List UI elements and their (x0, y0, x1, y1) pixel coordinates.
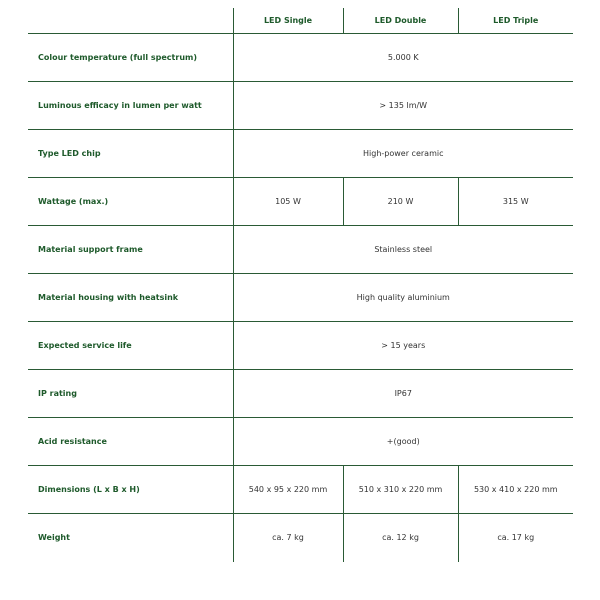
row-label: Material housing with heatsink (28, 274, 233, 322)
spec-value-triple: ca. 17 kg (458, 514, 573, 562)
spec-value: +(good) (233, 418, 573, 466)
spec-value-single: ca. 7 kg (233, 514, 343, 562)
spec-value-double: 510 x 310 x 220 mm (343, 466, 458, 514)
row-label: IP rating (28, 370, 233, 418)
spec-value-single: 540 x 95 x 220 mm (233, 466, 343, 514)
table-row (28, 178, 573, 226)
spec-value: > 135 lm/W (233, 82, 573, 130)
spec-value: 5.000 K (233, 34, 573, 82)
row-label: Acid resistance (28, 418, 233, 466)
spec-value-triple: 315 W (458, 178, 573, 226)
spec-value-double: ca. 12 kg (343, 514, 458, 562)
row-label: Material support frame (28, 226, 233, 274)
spec-value: IP67 (233, 370, 573, 418)
row-label: Colour temperature (full spectrum) (28, 34, 233, 82)
row-label: Type LED chip (28, 130, 233, 178)
spec-value: High quality aluminium (233, 274, 573, 322)
spec-value: Stainless steel (233, 226, 573, 274)
table-row (28, 466, 573, 514)
row-label: Luminous efficacy in lumen per watt (28, 82, 233, 130)
spec-value-double: 210 W (343, 178, 458, 226)
column-header-led-triple: LED Triple (458, 8, 573, 34)
column-header-led-double: LED Double (343, 8, 458, 34)
table-row (28, 370, 573, 418)
header-row (28, 8, 573, 34)
column-header-led-single: LED Single (233, 8, 343, 34)
row-label: Wattage (max.) (28, 178, 233, 226)
row-label: Dimensions (L x B x H) (28, 466, 233, 514)
table-row (28, 322, 573, 370)
row-label: Weight (38, 533, 70, 543)
spec-value: High-power ceramic (233, 130, 573, 178)
table-row (28, 418, 573, 466)
table-row (28, 514, 573, 562)
table-row (28, 34, 573, 82)
header-spacer (28, 8, 233, 34)
table-row (28, 274, 573, 322)
spec-value: > 15 years (233, 322, 573, 370)
spec-value-triple: 530 x 410 x 220 mm (458, 466, 573, 514)
table-row (28, 130, 573, 178)
spec-value-single: 105 W (233, 178, 343, 226)
table-row (28, 82, 573, 130)
table-row (28, 226, 573, 274)
row-label: Expected service life (28, 322, 233, 370)
spec-table (28, 8, 573, 562)
